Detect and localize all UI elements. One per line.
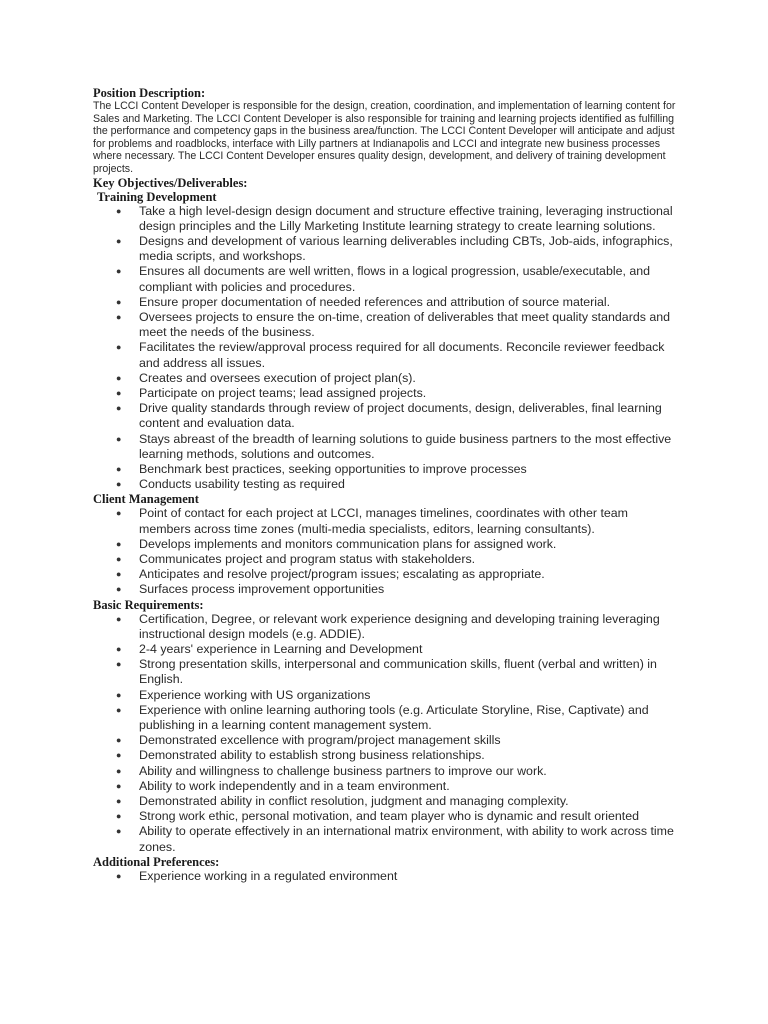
list-item-text: Strong work ethic, personal motivation, and team player who is dynamic and result oriented [139, 809, 640, 824]
list-item-text: Develops implements and monitors communication plans for assigned work. [139, 536, 557, 551]
list-item-text: Conducts usability testing as required [139, 477, 345, 492]
client-management-heading: Client Management [93, 492, 199, 507]
bullet-icon: ● [116, 508, 122, 519]
list-item-text: Designs and development of various learning deliverables including CBTs, Job-aids, infographics, media scripts, and workshops. [139, 233, 673, 264]
bullet-icon: ● [116, 205, 122, 216]
list-item [116, 462, 683, 477]
list-item [116, 340, 683, 370]
list-item-text: Stays abreast of the breadth of learning solutions to guide business partners to the most effective learning methods, solutions and outcomes. [139, 431, 672, 461]
job-description-document [93, 86, 683, 884]
list-item-text: Drive quality standards through review of project documents, design, deliverables, final learning content and evaluation data. [139, 401, 662, 431]
list-item [116, 794, 683, 809]
list-item-text: Communicates project and program status with stakeholders. [139, 552, 476, 567]
list-item-text: Benchmark best practices, seeking opportunities to improve processes [139, 462, 527, 477]
list-item [116, 778, 683, 794]
bullet-icon: ● [116, 704, 122, 715]
list-item [116, 401, 683, 431]
list-item [116, 824, 683, 854]
list-item-text: Strong presentation skills, interpersonal and communication skills, fluent (verbal and written) in English. [139, 657, 657, 687]
bullet-icon: ● [116, 569, 122, 580]
bullet-icon: ● [116, 266, 122, 277]
bullet-icon: ● [116, 870, 122, 881]
list-item-text: Ability and willingness to challenge business partners to improve our work. [139, 763, 547, 778]
list-item-text: Certification, Degree, or relevant work experience designing and developing training leveraging instructional design models (e.g. ADDIE). [139, 611, 660, 641]
bullet-icon: ● [116, 538, 122, 549]
bullet-icon: ● [116, 780, 122, 791]
list-item [116, 733, 683, 748]
position-description-heading: Position Description: [93, 86, 206, 100]
bullet-icon: ● [116, 689, 122, 700]
list-item-text: Surfaces process improvement opportunities [139, 582, 385, 597]
bullet-icon: ● [116, 554, 122, 565]
list-item-text: Participate on project teams; lead assigned projects. [139, 386, 427, 400]
key-objectives-heading: Key Objectives/Deliverables: [93, 175, 248, 190]
bullet-icon: ● [116, 433, 122, 444]
training-development-list [93, 204, 683, 493]
bullet-icon: ● [116, 659, 122, 670]
list-item [116, 233, 683, 264]
list-item-text: Anticipates and resolve project/program issues; escalating as appropriate. [139, 567, 545, 582]
position-description-text: The LCCI Content Developer is responsible for the design, creation, coordination, and implementation of learning content for Sales and Marketing. The LCCI Content Developer is also responsible for training and learning projects identified as fulfilling the performance and competency gaps in the business area/function. The LCCI Content Developer will anticipate and adjust for problems and roadblocks, interface with Lilly partners at Indianapolis and LCCI and integrate new business processes where necessary. The LCCI Content Developer ensures quality design, development, and delivery of training development projects. [93, 100, 676, 175]
bullet-icon: ● [116, 388, 122, 398]
list-item [116, 763, 683, 779]
bullet-icon: ● [116, 311, 122, 322]
list-item-text: Facilitates the review/approval process required for all documents. Reconcile reviewer feedback and address all issues. [139, 340, 665, 370]
bullet-icon: ● [116, 613, 122, 624]
list-item [116, 264, 683, 294]
list-item [116, 687, 683, 703]
list-item [116, 536, 683, 552]
bullet-icon: ● [116, 750, 122, 761]
basic-requirements-list [93, 612, 683, 855]
bullet-icon: ● [116, 479, 122, 490]
list-item-text: Ability to operate effectively in an international matrix environment, with ability to work across time zones. [139, 824, 674, 854]
list-item [116, 611, 683, 642]
list-item-text: Demonstrated ability to establish strong business relationships. [139, 748, 485, 763]
bullet-icon: ● [116, 644, 122, 655]
list-item [116, 567, 683, 582]
bullet-icon: ● [116, 735, 122, 746]
list-item-text: Demonstrated excellence with program/project management skills [139, 733, 501, 748]
list-item [116, 370, 683, 386]
list-item [116, 203, 683, 234]
list-item-text: Creates and oversees execution of project plan(s). [139, 370, 416, 385]
list-item-text: Point of contact for each project at LCCI, manages timelines, coordinates with other team members across time zones (multi-media specialists, editors, learning consultants). [139, 506, 628, 536]
training-development-heading: Training Development [97, 189, 217, 204]
additional-preferences-list [93, 869, 683, 884]
list-item-text: Experience working with US organizations [139, 687, 371, 702]
list-item [116, 552, 683, 567]
list-item [116, 309, 683, 340]
bullet-icon: ● [116, 796, 122, 807]
list-item-text: 2-4 years' experience in Learning and Development [139, 642, 423, 657]
list-item [116, 506, 683, 536]
list-item-text: Demonstrated ability in conflict resolution, judgment and managing complexity. [139, 794, 569, 809]
list-item [116, 657, 683, 687]
bullet-icon: ● [116, 296, 122, 307]
bullet-icon: ● [116, 342, 122, 353]
list-item-text: Experience working in a regulated environment [139, 868, 398, 883]
bullet-icon: ● [116, 826, 122, 837]
bullet-icon: ● [116, 235, 122, 246]
list-item [116, 477, 683, 492]
list-item [116, 386, 683, 401]
bullet-icon: ● [116, 464, 122, 475]
additional-preferences-heading: Additional Preferences: [93, 854, 220, 869]
list-item-text: Ability to work independently and in a team environment. [139, 778, 450, 793]
list-item [116, 748, 683, 763]
client-management-list [93, 506, 683, 597]
bullet-icon: ● [116, 811, 122, 822]
list-item [116, 702, 683, 733]
list-item [116, 294, 683, 310]
bullet-icon: ● [116, 403, 122, 414]
list-item-text: Oversees projects to ensure the on-time, creation of deliverables that meet quality standards and meet the needs of the business. [139, 309, 671, 340]
list-item [116, 582, 683, 597]
list-item-text: Ensure proper documentation of needed references and attribution of source material. [139, 294, 611, 309]
list-item [116, 809, 683, 824]
basic-requirements-heading: Basic Requirements: [93, 597, 204, 612]
list-item [116, 431, 683, 462]
list-item-text: Take a high level-design design document and structure effective training, leveraging instructional design principles and the Lilly Marketing Institute learning strategy to create learning solutions. [139, 203, 673, 233]
bullet-icon: ● [116, 372, 122, 383]
bullet-icon: ● [116, 584, 122, 595]
list-item-text: Experience with online learning authoring tools (e.g. Articulate Storyline, Rise, Captivate) and publishing in a learning content management system. [139, 702, 649, 733]
list-item [116, 868, 683, 884]
list-item-text: Ensures all documents are well written, flows in a logical progression, usable/executable, and compliant with policies and procedures. [139, 264, 651, 294]
bullet-icon: ● [116, 765, 122, 776]
list-item [116, 642, 683, 657]
